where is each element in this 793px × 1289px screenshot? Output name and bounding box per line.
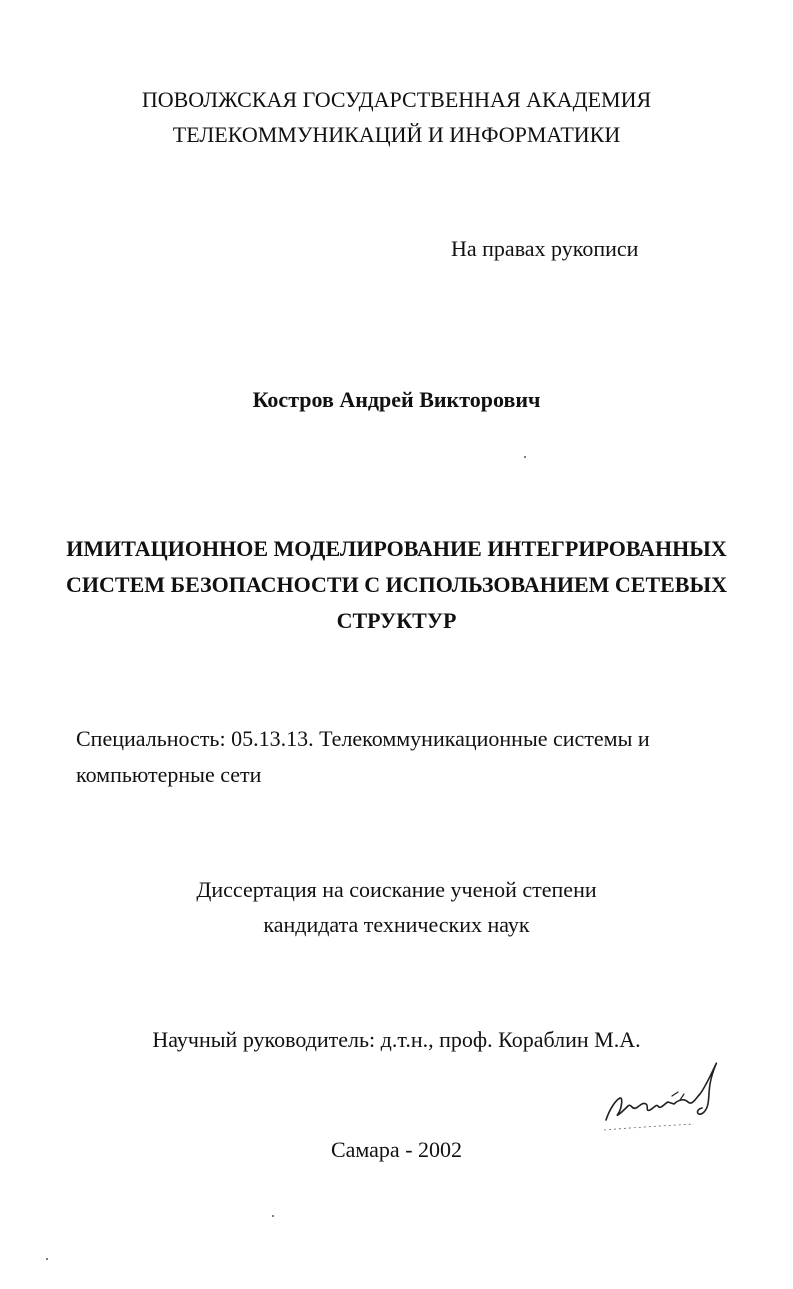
thesis-title-line-1: ИМИТАЦИОННОЕ МОДЕЛИРОВАНИЕ ИНТЕГРИРОВАННЫХ: [66, 536, 727, 561]
dissertation-line-1: Диссертация на соискание ученой степени: [196, 877, 597, 902]
institution-line-2: ТЕЛЕКОММУНИКАЦИЙ И ИНФОРМАТИКИ: [172, 122, 621, 147]
city-year: Самара - 2002: [330, 1137, 463, 1162]
institution-line-1: ПОВОЛЖСКАЯ ГОСУДАРСТВЕННАЯ АКАДЕМИЯ: [141, 87, 652, 112]
supervisor-line: Научный руководитель: д.т.н., проф. Кораблин М.А.: [152, 1027, 641, 1052]
scan-speck: [46, 1258, 48, 1260]
dissertation-line-2: кандидата технических наук: [263, 912, 530, 937]
manuscript-note: На правах рукописи: [451, 236, 639, 261]
scan-speck: [272, 1215, 274, 1217]
signature-icon: [598, 1058, 728, 1138]
specialty-line-1: Специальность: 05.13.13. Телекоммуникационные системы и: [76, 726, 650, 751]
specialty-line-2: компьютерные сети: [76, 762, 262, 787]
thesis-title-line-2: СИСТЕМ БЕЗОПАСНОСТИ С ИСПОЛЬЗОВАНИЕМ СЕТЕВЫХ: [66, 572, 727, 597]
author-name: Костров Андрей Викторович: [252, 387, 541, 412]
scan-speck: [524, 456, 526, 458]
thesis-title-line-3: СТРУКТУР: [336, 608, 457, 633]
